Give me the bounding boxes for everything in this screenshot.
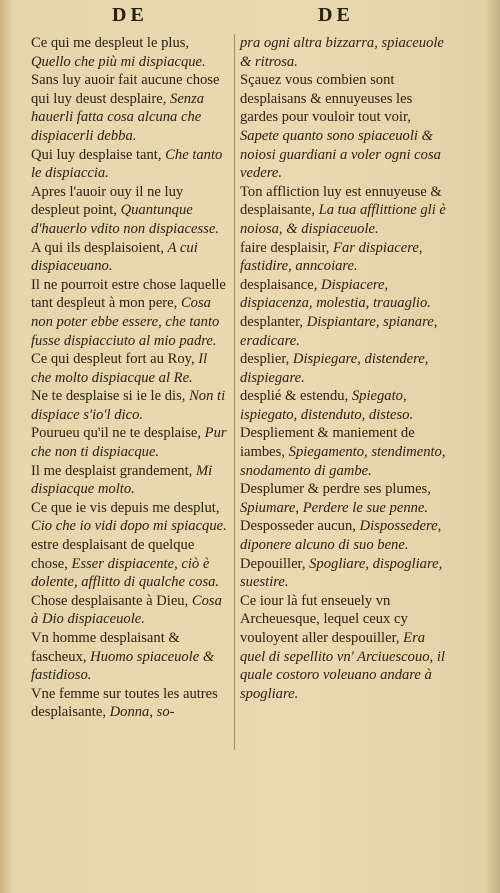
column-divider <box>234 34 235 750</box>
french-headword: faire desplaisir, <box>240 239 334 256</box>
dictionary-entry <box>31 71 231 145</box>
dictionary-entry <box>240 276 452 313</box>
italian-translation: Dispossedere, diponere alcuno di suo bene. <box>240 518 442 554</box>
dictionary-entry <box>31 183 231 239</box>
dictionary-entry <box>31 592 231 629</box>
running-head-right: DE <box>318 4 354 26</box>
dictionary-entry <box>240 71 452 183</box>
italian-translation: Quello che più mi dispiacque. <box>31 53 206 70</box>
dictionary-entry <box>31 462 231 499</box>
italian-translation: A cui dispiaceuano. <box>31 239 198 275</box>
french-headword: Ce qui despleut fort au Roy, <box>31 351 199 368</box>
french-headword: Vn homme desplaisant & fascheux, <box>31 630 180 665</box>
french-headword: Ce iour là fut enseuely vn Archeuesque, lequel ceux cy vouloyent aller despouiller, <box>240 592 408 646</box>
french-headword: Il ne pourroit estre chose laquelle tant despleut à mon pere, <box>31 276 226 312</box>
italian-translation: Spiumare, Perdere le sue penne. <box>240 499 429 516</box>
italian-translation: Mi dispiacque molto. <box>31 462 213 498</box>
italian-translation: Dispiegare, distendere, dispiegare. <box>240 351 429 386</box>
dictionary-entry <box>31 629 231 685</box>
dictionary-entry <box>240 34 452 71</box>
french-headword: desplanter, <box>240 313 307 330</box>
french-headword: Qui luy desplaise tant, <box>31 146 166 163</box>
french-headword: Chose desplaisante à Dieu, <box>31 592 192 609</box>
dictionary-entry <box>31 387 231 424</box>
italian-translation: Cosa non poter ebbe essere, che tanto fusse dispiacciuto al mio padre. <box>31 295 220 349</box>
italian-translation: Pur che non ti dispiacque. <box>31 425 227 461</box>
french-headword: desplier, <box>240 351 293 368</box>
dictionary-entry <box>31 34 231 71</box>
french-headword: Sans luy auoir fait aucune chose qui luy deust desplaire, <box>31 72 220 107</box>
italian-translation: Esser dispiacente, ciò è dolente, afflitto di qualche cosa. <box>31 555 220 591</box>
dictionary-entry <box>240 387 452 424</box>
italian-translation: Era quel di sepellito vn' Arciuescouo, il quale costoro voleuano andare à spogliare. <box>240 630 445 702</box>
italian-translation: Che tanto le dispiaccia. <box>31 146 223 182</box>
italian-translation: Spiegamento, stendimento, snodamento di gambe. <box>240 444 446 479</box>
french-headword: Ce que ie vis depuis me desplut, <box>31 499 220 516</box>
italian-translation: Spogliare, dispogliare, suestire. <box>240 555 443 591</box>
french-headword: Desplumer & perdre ses plumes, <box>240 481 431 498</box>
italian-translation: Dispiantare, spianare, eradicare. <box>240 313 438 349</box>
french-headword: Pourueu qu'il ne te desplaise, <box>31 425 205 442</box>
dictionary-entry <box>31 276 231 350</box>
french-headword: Ne te desplaise si ie le dis, <box>31 388 190 405</box>
dictionary-entry <box>240 480 452 517</box>
right-column <box>240 34 452 703</box>
french-headword: desplié & estendu, <box>240 388 352 405</box>
french-headword: Desposseder aucun, <box>240 518 360 535</box>
french-headword: Apres l'auoir ouy il ne luy despleut point, <box>31 183 184 219</box>
italian-translation: Donna, so- <box>109 704 175 721</box>
italian-translation: Senza hauerli fatta cosa alcuna che dispiacerli debba. <box>31 90 205 144</box>
french-headword: Il me desplaist grandement, <box>31 462 196 479</box>
italian-translation: Il che molto dispiacque al Re. <box>31 351 208 386</box>
dictionary-entry <box>31 239 231 276</box>
italian-translation: pra ogni altra bizzarra, spiaceuole & ritrosa. <box>240 35 444 70</box>
french-headword: Sçauez vous combien sont desplaisans & ennuyeuses les gardes pour vouloir tout voir, <box>240 72 413 126</box>
italian-translation: La tua afflittione gli è noiosa, & dispiaceuole. <box>240 202 446 237</box>
dictionary-entry <box>240 350 452 387</box>
italian-translation: Cosa à Dio dispiaceuole. <box>31 592 222 628</box>
dictionary-entry <box>240 517 452 554</box>
italian-translation: Huomo spiaceuole & fastidioso. <box>31 648 215 684</box>
dictionary-entry <box>240 239 452 276</box>
dictionary-entry <box>240 424 452 480</box>
italian-translation: Dispiacere, dispiacenza, molestia, trauaglio. <box>240 276 431 312</box>
dictionary-entry <box>31 146 231 183</box>
french-headword: Ton affliction luy est ennuyeuse & desplaisante, <box>240 183 442 219</box>
italian-translation: Quantunque d'hauerlo vdito non dispiacesse. <box>31 202 219 237</box>
italian-translation: Spiegato, ispiegato, distenduto, disteso. <box>240 388 414 423</box>
dictionary-entry <box>31 350 231 387</box>
dictionary-entry <box>31 424 231 461</box>
italian-translation: Far dispiacere, fastidire, anncoiare. <box>240 239 423 275</box>
french-headword: desplaisance, <box>240 276 322 293</box>
dictionary-entry <box>31 685 231 722</box>
dictionary-entry <box>240 592 452 704</box>
dictionary-entry <box>31 536 231 592</box>
french-headword: Depouiller, <box>240 555 310 572</box>
french-headword: estre desplaisant de quelque chose, <box>31 537 195 572</box>
dictionary-entry <box>31 499 231 536</box>
italian-translation: Non ti dispiace s'io'l dico. <box>31 388 226 423</box>
page-edge-shadow <box>486 0 500 893</box>
italian-translation: Sapete quanto sono spiaceuoli & noiosi guardiani a voler ogni cosa vedere. <box>240 127 441 182</box>
french-headword: Despliement & maniement de iambes, <box>240 425 415 461</box>
french-headword: Vne femme sur toutes les autres desplaisante, <box>31 685 218 721</box>
left-column <box>31 34 231 722</box>
dictionary-entry <box>240 183 452 239</box>
french-headword: Ce qui me despleut le plus, <box>31 35 190 51</box>
running-heads <box>0 4 500 34</box>
running-head-left: DE <box>112 4 148 26</box>
italian-translation: Cio che io vidi dopo mi spiacque. <box>31 518 227 535</box>
french-headword: A qui ils desplaisoient, <box>31 239 168 256</box>
dictionary-entry <box>240 313 452 350</box>
dictionary-entry <box>240 555 452 592</box>
